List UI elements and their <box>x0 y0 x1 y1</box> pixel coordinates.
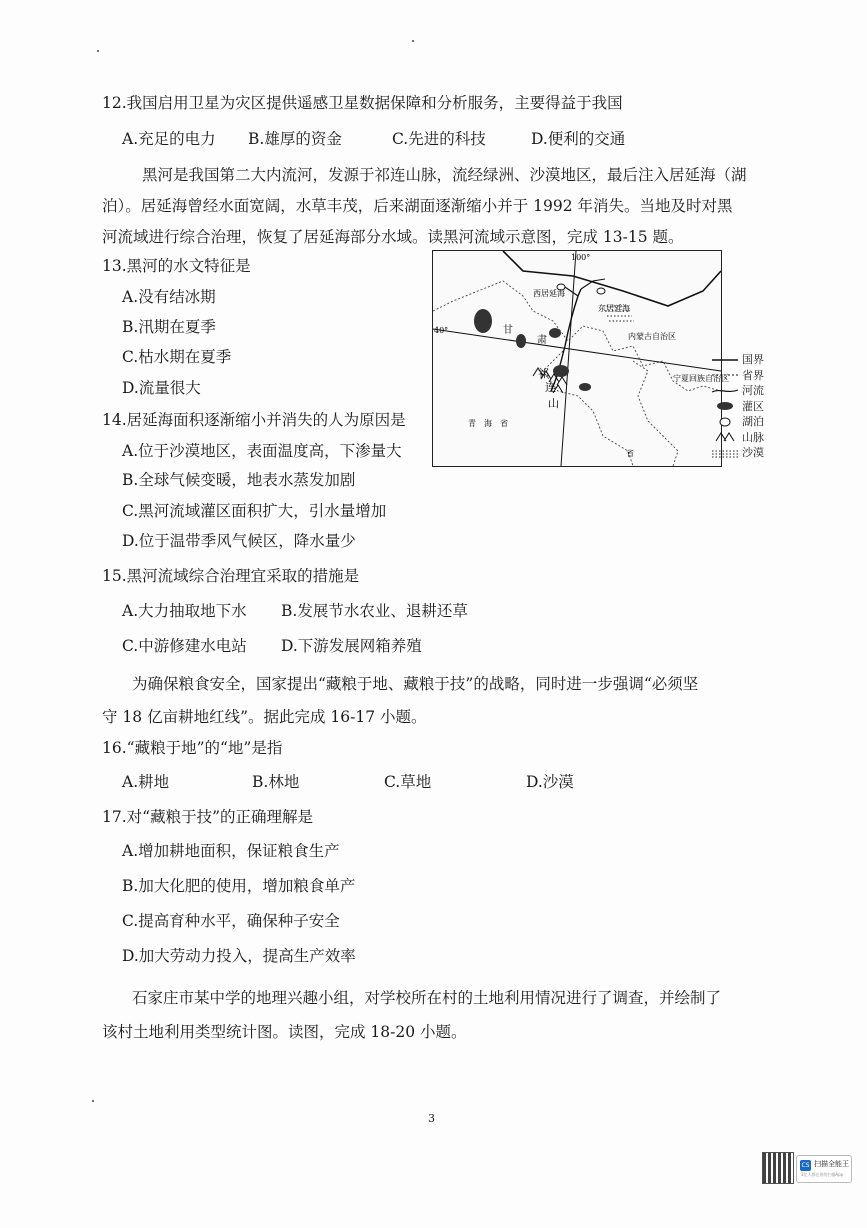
q14-option-d[interactable]: D.位于温带季风气候区，降水量少 <box>122 532 356 550</box>
legend-item-provincial-border <box>712 368 764 384</box>
lake-icon <box>712 417 738 427</box>
irrigation-area <box>474 309 492 333</box>
passage1-line-2: 泊）。居延海曾经水面宽阔，水草丰茂，后来湖面逐渐缩小并于 1992 年消失。当地及时对黑 <box>102 197 733 215</box>
irrigation-area <box>553 365 569 377</box>
irrigation-area <box>516 334 526 348</box>
q12-option-a[interactable]: A.充足的电力 <box>122 130 216 148</box>
heihe-basin-map <box>432 250 729 467</box>
q15-option-d[interactable]: D.下游发展网箱养殖 <box>281 637 422 655</box>
legend-label: 灌区 <box>742 399 764 413</box>
legend-label: 山脉 <box>742 430 764 444</box>
passage1-line-3: 河流域进行综合治理，恢复了居延海部分水域。读黑河流域示意图，完成 13-15 题。 <box>102 228 684 246</box>
boundary-national-icon <box>712 355 738 365</box>
q15-option-b[interactable]: B.发展节水农业、退耕还草 <box>281 602 468 620</box>
legend-item-national-border <box>712 352 764 368</box>
q12-options <box>122 129 625 149</box>
shan-label: 山 <box>548 397 559 410</box>
inner-mongolia-label: 内蒙古自治区 <box>628 332 676 341</box>
legend-item-mountain <box>712 430 764 446</box>
map-legend <box>712 352 764 461</box>
q17-option-c[interactable]: C.提高育种水平，确保种子安全 <box>122 912 340 930</box>
parallel-40 <box>433 329 721 371</box>
q16-option-d[interactable]: D.沙漠 <box>526 773 574 791</box>
scanner-logo-icon: CS <box>801 1162 810 1169</box>
q16-option-c[interactable]: C.草地 <box>384 773 432 791</box>
legend-item-desert <box>712 445 764 461</box>
lian-label: 连 <box>545 381 556 394</box>
legend-label: 河流 <box>742 384 764 397</box>
scan-speck <box>97 50 99 52</box>
su-label: 肃 <box>537 335 547 346</box>
legend-label: 国界 <box>742 353 764 366</box>
meridian-100 <box>561 251 576 466</box>
q17-option-d[interactable]: D.加大劳动力投入，提高生产效率 <box>122 947 356 965</box>
legend-label: 沙漠 <box>742 446 764 459</box>
river-icon <box>712 386 738 396</box>
irrigation-area-icon <box>712 401 738 411</box>
q15-options-row-1 <box>122 601 468 621</box>
q12-option-b[interactable]: B.雄厚的资金 <box>248 130 342 148</box>
q14-option-c[interactable]: C.黑河流域灌区面积扩大，引水量增加 <box>122 502 387 520</box>
west-juyan-label: 西居延海 <box>533 289 565 298</box>
legend-item-river <box>712 383 764 399</box>
qinghai-label: 青 海 省 <box>468 419 508 428</box>
passage3-line-1: 石家庄市某中学的地理兴趣小组，对学校所在村的土地利用情况进行了调查，并绘制了 <box>132 989 722 1007</box>
lat-label: 40° <box>434 326 449 335</box>
q13-option-c[interactable]: C.枯水期在夏季 <box>122 348 232 366</box>
irrigation-area <box>549 328 561 338</box>
q16-stem: 16.“藏粮于地”的“地”是指 <box>102 739 283 757</box>
legend-label: 省界 <box>742 368 764 382</box>
legend-item-irrigation <box>712 399 764 415</box>
q15-option-a[interactable]: A.大力抽取地下水 <box>122 602 247 620</box>
qi-label: 祁 <box>538 367 549 380</box>
scanner-name: 扫描全能王 <box>814 1160 849 1168</box>
q13-stem: 13.黑河的水文特征是 <box>102 257 251 275</box>
q12-option-d[interactable]: D.便利的交通 <box>531 130 626 148</box>
page-number: 3 <box>428 1112 435 1125</box>
legend-item-lake <box>712 414 764 430</box>
q13-option-d[interactable]: D.流量很大 <box>122 379 201 397</box>
q14-option-a[interactable]: A.位于沙漠地区，表面温度高，下渗量大 <box>122 442 402 460</box>
q15-option-c[interactable]: C.中游修建水电站 <box>122 637 247 655</box>
lon-label: 100° <box>571 253 591 262</box>
east-juyan-label: 东居延海 <box>598 304 630 313</box>
q17-stem: 17.对“藏粮于技”的正确理解是 <box>102 808 313 826</box>
scan-speck <box>92 1100 94 1102</box>
q16-options <box>122 772 574 792</box>
scanner-subtitle: 3亿人都在用的扫描App <box>801 1172 844 1177</box>
scan-speck <box>412 40 414 42</box>
sheng-label: 省 <box>626 449 634 458</box>
passage3-line-2: 该村土地利用类型统计图。读图，完成 18-20 小题。 <box>102 1023 467 1041</box>
q13-option-a[interactable]: A.没有结冰期 <box>122 288 216 306</box>
q13-option-b[interactable]: B.汛期在夏季 <box>122 318 216 336</box>
irrigation-area <box>579 383 591 391</box>
passage2-line-1: 为确保粮食安全，国家提出“藏粮于地、藏粮于技”的战略，同时进一步强调“必须坚 <box>132 675 699 693</box>
q12-stem: 12.我国启用卫星为灾区提供遥感卫星数据保障和分析服务，主要得益于我国 <box>102 94 623 112</box>
gan-label: 甘 <box>503 325 513 336</box>
q15-options-row-2 <box>122 636 422 656</box>
q17-option-a[interactable]: A.增加耕地面积，保证粮食生产 <box>122 842 340 860</box>
passage1-line-1: 黑河是我国第二大内流河，发源于祁连山脉，流经绿洲、沙漠地区，最后注入居延海（湖 <box>142 166 747 184</box>
q17-option-b[interactable]: B.加大化肥的使用，增加粮食单产 <box>122 877 356 895</box>
qr-code-icon <box>762 1152 794 1184</box>
ningxia-label-text: 宁夏回族自治区 <box>673 374 729 383</box>
legend-label: 湖泊 <box>742 415 764 428</box>
scanner-watermark <box>796 1155 852 1183</box>
q16-option-b[interactable]: B.林地 <box>252 773 300 791</box>
q15-stem: 15.黑河流域综合治理宜采取的措施是 <box>102 567 360 585</box>
east-juyan-lake <box>597 288 605 294</box>
desert-icon <box>712 448 738 458</box>
river-branch <box>565 287 578 296</box>
heihe-map-drawing <box>433 251 729 466</box>
mountain-icon <box>712 432 738 442</box>
q14-option-b[interactable]: B.全球气候变暖，地表水蒸发加剧 <box>122 471 356 489</box>
q16-option-a[interactable]: A.耕地 <box>122 773 170 791</box>
q12-option-c[interactable]: C.先进的科技 <box>392 130 486 148</box>
passage2-line-2: 守 18 亿亩耕地红线”。据此完成 16-17 小题。 <box>102 708 427 726</box>
q14-stem: 14.居延海面积逐渐缩小并消失的人为原因是 <box>102 411 406 429</box>
boundary-provincial-icon <box>712 370 738 380</box>
